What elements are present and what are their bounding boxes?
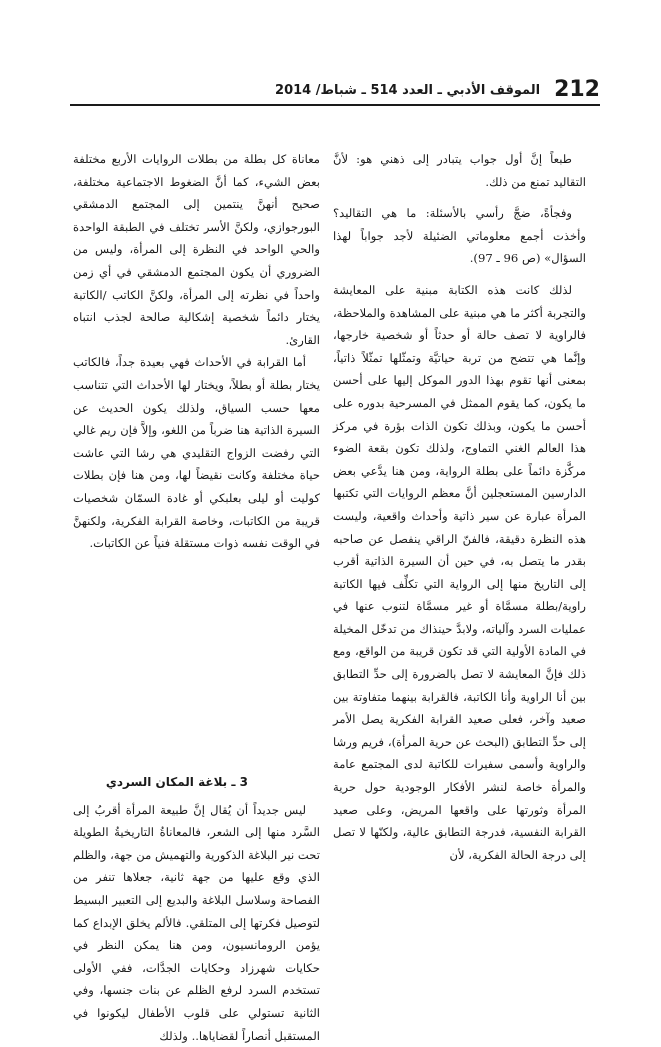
- paragraph: وفجأةً، ضجَّ رأسي بالأسئلة: ما هي التقاليد؟ وأخذت أجمع معلوماتي الضئيلة لأجد جواباً لهذا السؤال» (ص 96 ـ 97).: [333, 206, 586, 266]
- page-number: 212: [554, 77, 600, 102]
- header-divider: [70, 104, 600, 106]
- paragraph: ليس جديداً أن يُقال إنَّ طبيعة المرأة أقربُ إلى السَّرد منها إلى الشعر، فالمعاناةُ التاريخيةُ الطويلة تحت نير البلاغة الذكورية والتهميش من جهة، والظلم الذي وقع عليها من جهة ثانية، جعلاها تنفر من الفصاحة وسلاسل البلاغة والبديع إلى التعبير البسيط لتوصيل فكرتها إلى المتلقي. فالألم يخلق الإبداع كما يؤمن الرومانسيون، ومن هنا يمكن النظر في حكايات شهرزاد وحكايات الجدَّات، ففي الأولى تستخدم السرد لرفع الظلم عن بنات جنسها، وفي الثانية تستولي على قلوب الأطفال ليكونوا في المستقبل أنصاراً لقضاياها.. ولذلك: [73, 802, 320, 1043]
- left-column: [73, 148, 320, 1047]
- paragraph: طبعاً إنَّ أول جواب يتبادر إلى ذهني هو: لأنَّ التقاليد تمنع من ذلك.: [333, 152, 586, 189]
- paragraph: معاناة كل بطلة من بطلات الروايات الأربع مختلفة بعض الشيء، كما أنَّ الضغوط الاجتماعية مختلفة، صحيح أنهنَّ ينتمين إلى المجتمع الدمشقي البورجوازي، ولكنَّ الأسر تختلف في الطبقة الواحدة والحي الواحد في النظرة إلى المرأة، وليس من الضروري أن يكون المجتمع الدمشقي في أي زمن واحداً في نظرته إلى المرأة، ولكنَّ الكاتب /الكاتبة يختار دائماً شخصية إشكالية صالحة لجذب انتباه القارئ.: [73, 152, 320, 347]
- section-heading: 3 ـ بلاغة المكان السردي: [105, 774, 248, 789]
- journal-issue-line: الموقف الأدبي ـ العدد 514 ـ شباط/ 2014: [275, 83, 541, 98]
- paragraph: لذلك كانت هذه الكتابة مبنية على المعايشة والتجربة أكثر ما هي مبنية على المشاهدة والملاحظة، فالراوية لا تصف حالة أو حدثاً أو شخصية خارجها، وإنَّما هي تتضح من تربة حياتيَّة وتمثّلها تمثّلاً ذاتياً، بمعنى أنها تقوم بهذا الدور الموكل إليها على أحسن ما يكون، كما يقوم الممثل في المسرحية بدوره على أحسن ما يكون، وبذلك تكون الذات بؤرة في مركز هذا العالم الغني التماوج، ولذلك تكون بقعة الضوء مركَّزة دائماً على بطلة الرواية، ومن هنا يدَّعي بعض الدارسين المستعجلين أنَّ معظم الروايات التي تكتبها المرأة عبارة عن سير ذاتية وأحداث واقعية، وليست هذه النظرة دقيقة، فالفنّ الراقي ينفصل عن صاحبه بقدر ما يتصل به، في حين أن السيرة الذاتية أقرب إلى التاريخ منها إلى الرواية التي تكلِّف فيها الكاتبة راوية/بطلة مسمَّاة أو غير مسمَّاة لتنوب عنها في عمليات السرد وآلياته، ولابدَّ حينذاك من تدخّل المخيلة في المادة الأولية التي قد تكون قريبة من الواقع، ومع ذلك فإنَّ المعايشة لا تصل بالضرورة إلى حدِّ التطابق بين أنا الراوية وأنا الكاتبة، فالقرابة بينهما متفاوتة بين صعيد وآخر، فعلى صعيد القرابة الفكرية يصل الأمر إلى حدِّ التطابق (البحث عن حرية المرأة)، فريم ورشا والراوية وأسمى سفيرات للكاتبة لدى المجتمع عامة والمرأة خاصة لنشر الأفكار الوجودية حول حرية المرأة وثورتها على واقعها المريض، وعلى صعيد القرابة النفسية، فدرجة التطابق عالية، ولكنّها لا تصل إلى درجة الحالة الفكرية، لأن: [333, 282, 586, 862]
- right-column: [333, 148, 586, 866]
- paragraph: أما القرابة في الأحداث فهي بعيدة جداً، فالكاتب يختار بطلة أو بطلاً، ويختار لها الأحداث التي تتناسب معها حسب السياق، ولذلك يكون الحديث عن السيرة الذاتية هنا ضرباً من اللغو، وإلاَّ فإن ريم غالي التي رفضت الزواج التقليدي هي رشا التي عاشت حياة مختلفة وكانت نقيضاً لها، ومن هنا فإن بطلات كوليت أو ليلى بعلبكي أو غادة السمّان شخصيات قريبة من الكاتبات، وخاصة القرابة الفكرية، ولكنهنَّ في الوقت نفسه ذوات مستقلة فنياً عن الكاتبات.: [73, 355, 320, 551]
- page-header: [70, 62, 600, 102]
